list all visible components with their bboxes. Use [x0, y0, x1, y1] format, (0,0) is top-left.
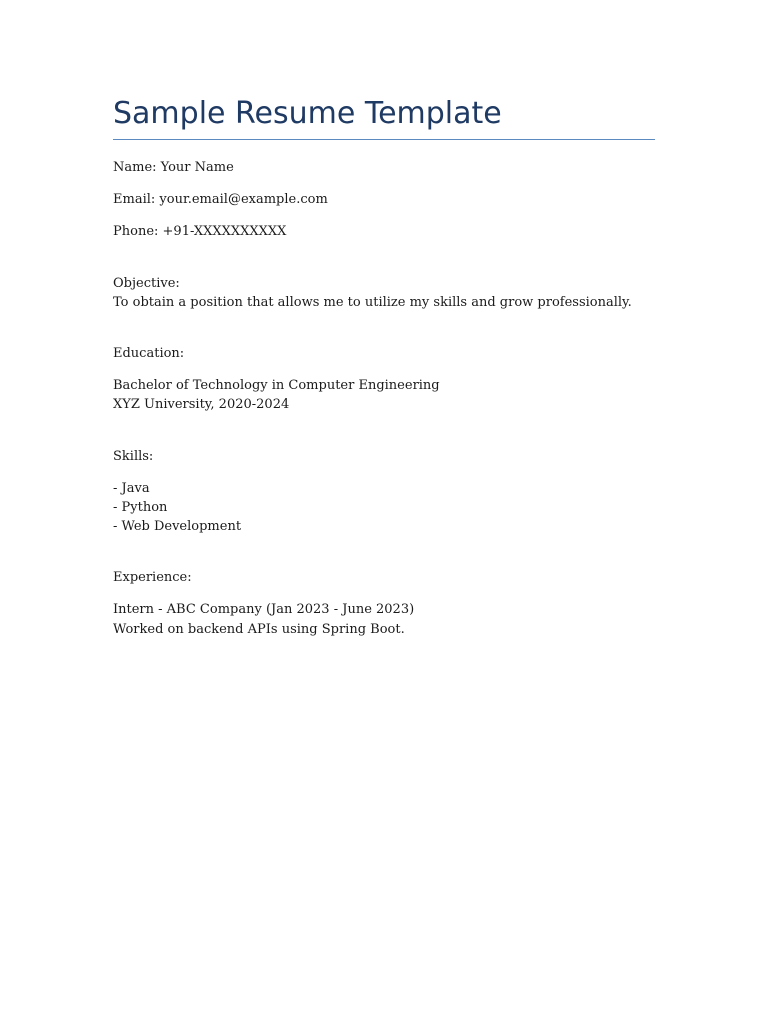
title-divider — [113, 139, 655, 140]
contact-name: Name: Your Name — [113, 160, 234, 175]
contact-email: Email: your.email@example.com — [113, 192, 328, 207]
experience-role: Intern - ABC Company (Jan 2023 - June 2023) — [113, 602, 415, 617]
objective-text: To obtain a position that allows me to utilize my skills and grow professionally. — [113, 295, 632, 310]
resume-page — [113, 0, 655, 1024]
education-institution: XYZ University, 2020-2024 — [113, 397, 290, 412]
resume-title: Sample Resume Template — [113, 96, 502, 131]
experience-description: Worked on backend APIs using Spring Boot. — [113, 622, 405, 637]
contact-phone: Phone: +91-XXXXXXXXXX — [113, 224, 287, 239]
objective-heading: Objective: — [113, 276, 180, 291]
experience-heading: Experience: — [113, 570, 192, 585]
skill-item: - Python — [113, 500, 168, 515]
education-degree: Bachelor of Technology in Computer Engineering — [113, 378, 440, 393]
skill-item: - Java — [113, 481, 150, 496]
skill-item: - Web Development — [113, 519, 242, 534]
education-heading: Education: — [113, 346, 185, 361]
skills-heading: Skills: — [113, 449, 154, 464]
